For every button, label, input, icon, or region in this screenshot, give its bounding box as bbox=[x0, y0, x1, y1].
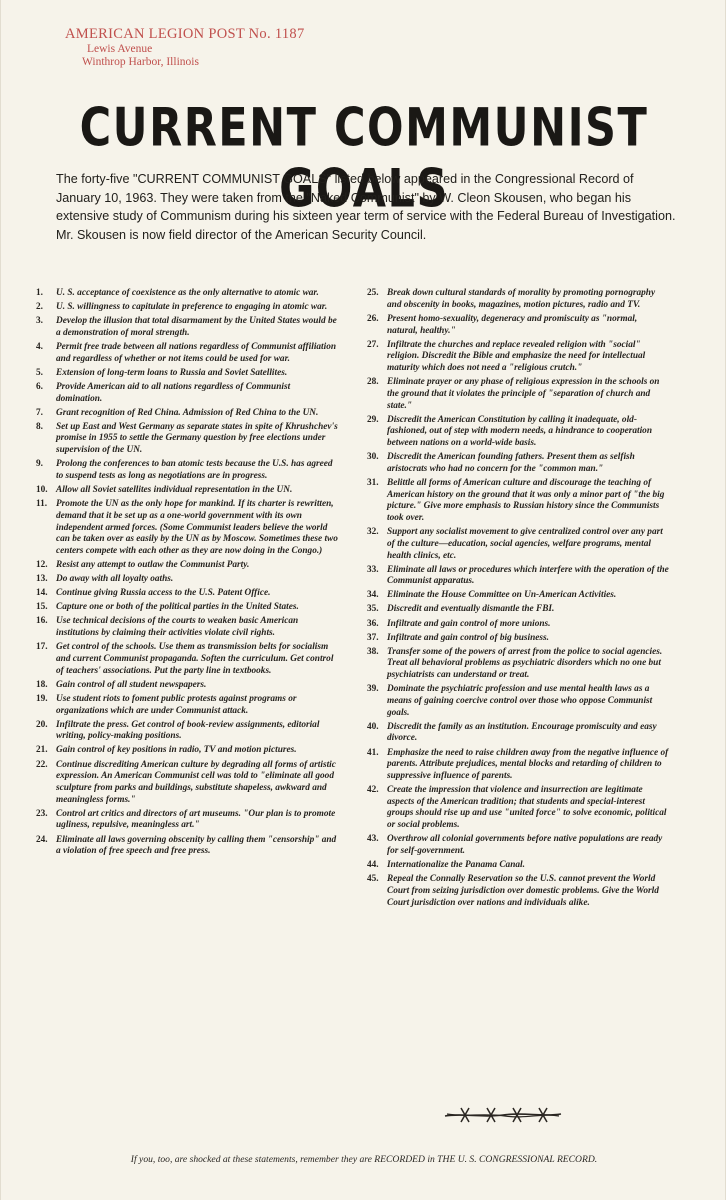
goal-text: Do away with all loyalty oaths. bbox=[56, 574, 174, 585]
goal-item bbox=[36, 368, 338, 380]
goal-number: 26. bbox=[367, 313, 379, 324]
goal-text: Belittle all forms of American culture and discourage the teaching of American history on the ground that it was only a minor part of "the big picture." Give more emphasis to Russian history since the Communists took over. bbox=[387, 477, 665, 523]
goal-number: 37. bbox=[367, 632, 379, 643]
goal-number: 7. bbox=[36, 407, 43, 418]
goal-number: 32. bbox=[367, 527, 379, 538]
goal-number: 28. bbox=[367, 377, 379, 388]
goal-item bbox=[367, 340, 669, 375]
goal-item bbox=[36, 302, 338, 314]
goal-text: Discredit the American Constitution by calling it inadequate, old-fashioned, out of step with modern needs, a hindrance to cooperation between nations on a world-wide basis. bbox=[387, 414, 652, 448]
goal-item bbox=[367, 452, 669, 475]
goal-item bbox=[36, 485, 338, 497]
goal-number: 6. bbox=[36, 381, 43, 392]
goal-text: Eliminate all laws or procedures which interfere with the operation of the Communist apparatus. bbox=[387, 564, 669, 587]
goal-text: Allow all Soviet satellites individual representation in the UN. bbox=[56, 485, 293, 496]
goal-number: 16. bbox=[36, 616, 48, 627]
goal-text: Set up East and West Germany as separate states in spite of Khrushchev's promise in 1955 to settle the Germany question by free elections under supervision of the UN. bbox=[56, 421, 338, 456]
goal-text: Repeal the Connally Reservation so the U.S. cannot prevent the World Court from seizing jurisdiction over domestic problems. Give the World Court jurisdiction over nations and individuals alike. bbox=[387, 874, 659, 908]
goal-number: 1. bbox=[36, 288, 43, 298]
goal-number: 9. bbox=[36, 459, 43, 470]
goal-text: Eliminate all laws governing obscenity by calling them "censorship" and a violation of free speech and free press. bbox=[56, 834, 337, 857]
goal-number: 31. bbox=[367, 477, 379, 488]
goal-item bbox=[36, 809, 338, 832]
goal-item bbox=[367, 590, 669, 602]
stamp-line-3: Winthrop Harbor, Illinois bbox=[82, 55, 199, 68]
document-title: CURRENT COMMUNIST GOALS bbox=[79, 98, 649, 220]
barbed-wire-divider-icon bbox=[443, 1105, 563, 1125]
goal-text: Internationalize the Panama Canal. bbox=[387, 860, 525, 871]
goal-number: 8. bbox=[36, 421, 43, 432]
goal-item bbox=[367, 748, 669, 783]
goal-item bbox=[367, 860, 669, 872]
goal-item bbox=[367, 647, 669, 682]
goal-item bbox=[367, 565, 669, 588]
goal-item bbox=[367, 314, 669, 337]
goal-item bbox=[367, 478, 669, 525]
goal-text: Use technical decisions of the courts to weaken basic American institutions by claiming their activities violate civil rights. bbox=[56, 616, 299, 639]
goal-number: 41. bbox=[367, 747, 379, 758]
goal-item bbox=[36, 835, 338, 858]
goal-text: U. S. acceptance of coexistence as the only alternative to atomic war. bbox=[56, 288, 319, 298]
goal-item bbox=[36, 720, 338, 743]
goal-item bbox=[36, 588, 338, 600]
goal-text: Discredit and eventually dismantle the FBI. bbox=[387, 604, 555, 615]
goal-number: 15. bbox=[36, 602, 48, 613]
goal-number: 17. bbox=[36, 642, 48, 653]
footer-note: If you, too, are shocked at these statements, remember they are RECORDED in THE U. S. CONGRESSIONAL RECORD. bbox=[130, 1154, 598, 1165]
goal-text: Overthrow all colonial governments before native populations are ready for self-government. bbox=[387, 834, 663, 856]
goal-number: 10. bbox=[36, 485, 48, 496]
goal-item bbox=[36, 342, 338, 365]
goal-text: Support any socialist movement to give centralized control over any part of the culture—education, social agencies, welfare programs, mental health clinics, etc. bbox=[387, 527, 663, 561]
goal-item bbox=[367, 834, 669, 857]
goal-text: Grant recognition of Red China. Admission of Red China to the UN. bbox=[56, 407, 319, 418]
goal-number: 29. bbox=[367, 414, 379, 425]
goal-text: Dominate the psychiatric profession and use mental health laws as a means of gaining coercive control over those who oppose Communist goals. bbox=[387, 684, 653, 718]
goal-text: Infiltrate and gain control of big business. bbox=[387, 632, 549, 643]
goal-item bbox=[367, 619, 669, 631]
goals-column-right bbox=[367, 288, 669, 912]
goal-item bbox=[36, 408, 338, 420]
return-address-stamp bbox=[65, 26, 325, 69]
goal-item bbox=[36, 422, 338, 457]
goal-text: Break down cultural standards of morality by promoting pornography and obscenity in books, magazines, motion pictures, radio and TV. bbox=[387, 288, 656, 310]
goal-item bbox=[36, 288, 338, 300]
goal-text: Continue giving Russia access to the U.S. Patent Office. bbox=[56, 588, 271, 599]
goal-number: 3. bbox=[36, 316, 43, 327]
goal-item bbox=[36, 316, 338, 339]
goal-item bbox=[367, 785, 669, 832]
goal-text: Develop the illusion that total disarmament by the United States would be a demonstration of moral strength. bbox=[56, 316, 337, 338]
goal-text: Eliminate the House Committee on Un-American Activities. bbox=[387, 590, 617, 601]
goal-number: 30. bbox=[367, 452, 379, 463]
goal-number: 11. bbox=[36, 499, 48, 510]
goal-item bbox=[367, 722, 669, 745]
goal-text: Use student riots to foment public protests against programs or organizations which are under Communist attack. bbox=[56, 693, 297, 716]
goal-number: 38. bbox=[367, 646, 379, 657]
goal-item bbox=[36, 382, 338, 405]
goal-item bbox=[367, 415, 669, 450]
goal-number: 27. bbox=[367, 339, 379, 350]
goal-text: Transfer some of the powers of arrest from the police to social agencies. Treat all behavioral problems as psychiatric disorders which no one but psychiatrists can understand or treat. bbox=[387, 646, 663, 681]
goal-number: 5. bbox=[36, 367, 43, 378]
goals-column-left bbox=[36, 288, 338, 860]
goal-item bbox=[36, 602, 338, 614]
goal-item bbox=[36, 745, 338, 757]
goal-item bbox=[36, 574, 338, 586]
goal-item bbox=[36, 642, 338, 677]
goal-number: 14. bbox=[36, 588, 48, 599]
goal-text: Get control of the schools. Use them as transmission belts for socialism and current Communist propaganda. Soften the curriculum. Get control of teachers' associations. Put the party line in textbooks. bbox=[56, 642, 334, 676]
goal-item bbox=[367, 604, 669, 616]
goal-number: 35. bbox=[367, 604, 379, 615]
goal-number: 23. bbox=[36, 808, 48, 819]
goal-text: Control art critics and directors of art museums. "Our plan is to promote ugliness, repulsive, meaningless art." bbox=[56, 808, 336, 831]
goal-number: 22. bbox=[36, 759, 48, 770]
goal-text: Gain control of all student newspapers. bbox=[56, 679, 207, 690]
goal-text: U. S. willingness to capitulate in preference to engaging in atomic war. bbox=[56, 302, 328, 313]
goal-item bbox=[367, 684, 669, 719]
goal-item bbox=[367, 288, 669, 311]
goal-text: Prolong the conferences to ban atomic tests because the U.S. has agreed to suspend tests as long as negotiations are in progress. bbox=[56, 459, 333, 481]
goal-text: Infiltrate the churches and replace revealed religion with "social" religion. Discredit the Bible and emphasize the need for intellectual maturity which does not need a "religious crutch." bbox=[387, 339, 646, 373]
goal-text: Emphasize the need to raise children away from the negative influence of parents. Attribute prejudices, mental blocks and retarding of children to suppressive influence of parents. bbox=[387, 747, 669, 781]
stamp-line-1: AMERICAN LEGION POST No. 1187 bbox=[65, 26, 305, 42]
goal-text: Create the impression that violence and insurrection are legitimate aspects of the American tradition; that students and special-interest groups should rise up and use "united force" to solve economic, political or social problems. bbox=[387, 785, 667, 831]
goal-text: Permit free trade between all nations regardless of Communist affiliation and regardless of whether or not items could be used for war. bbox=[56, 341, 337, 364]
goal-text: Capture one or both of the political parties in the United States. bbox=[56, 602, 299, 613]
goal-number: 33. bbox=[367, 564, 379, 575]
goal-item bbox=[367, 874, 669, 909]
goal-item bbox=[367, 633, 669, 645]
goal-number: 18. bbox=[36, 679, 48, 690]
goal-number: 40. bbox=[367, 721, 379, 732]
goal-number: 36. bbox=[367, 618, 379, 629]
goal-item bbox=[367, 527, 669, 562]
goal-text: Promote the UN as the only hope for mankind. If its charter is rewritten, demand that it be set up as a one-world government with its own independent armed forces. (Some Communist leaders believe the world can be taken over as easily by the UN as by Moscow. Sometimes these two centers compete with each other as they are now doing in the Congo.) bbox=[56, 499, 338, 556]
goal-text: Extension of long-term loans to Russia and Soviet Satellites. bbox=[56, 367, 288, 378]
goal-number: 24. bbox=[36, 834, 48, 845]
goal-number: 20. bbox=[36, 719, 48, 730]
goal-number: 19. bbox=[36, 693, 48, 704]
goal-text: Present homo-sexuality, degeneracy and promiscuity as "normal, natural, healthy." bbox=[387, 313, 638, 336]
goal-item bbox=[36, 760, 338, 807]
goal-text: Discredit the family as an institution. Encourage promiscuity and easy divorce. bbox=[387, 721, 657, 744]
goal-number: 44. bbox=[367, 860, 379, 871]
goal-number: 42. bbox=[367, 785, 379, 796]
goal-item bbox=[36, 499, 338, 558]
goal-number: 21. bbox=[36, 745, 48, 756]
goal-text: Provide American aid to all nations regardless of Communist domination. bbox=[56, 381, 291, 404]
goal-number: 2. bbox=[36, 302, 43, 313]
goal-text: Resist any attempt to outlaw the Communist Party. bbox=[56, 560, 250, 571]
goal-number: 4. bbox=[36, 341, 43, 352]
goal-text: Infiltrate and gain control of more unions. bbox=[387, 618, 551, 629]
goal-text: Discredit the American founding fathers. Present them as selfish aristocrats who had no concern for the "common man." bbox=[387, 452, 635, 474]
goal-text: Eliminate prayer or any phase of religious expression in the schools on the ground that it violates the principle of "separation of church and state." bbox=[387, 377, 660, 411]
goal-number: 45. bbox=[367, 874, 379, 885]
intro-paragraph: The forty-five "CURRENT COMMUNIST GOALS" listed below appeared in the Congressional Record of January 10, 1963. They were taken from the "Naked Communist" by W. Cleon Skousen, who began his extensive study of Communism during his sixteen year term of service with the Federal Bureau of Investigation. Mr. Skousen is now field director of the American Security Council. bbox=[56, 172, 676, 242]
goal-number: 34. bbox=[367, 590, 379, 601]
goal-item bbox=[36, 560, 338, 572]
goal-item bbox=[36, 616, 338, 639]
goal-item bbox=[367, 377, 669, 412]
goal-item bbox=[36, 680, 338, 692]
goal-number: 25. bbox=[367, 288, 379, 298]
stamp-line-2: Lewis Avenue bbox=[87, 42, 153, 55]
goal-item bbox=[36, 459, 338, 482]
goal-item bbox=[36, 694, 338, 717]
goal-text: Gain control of key positions in radio, TV and motion pictures. bbox=[56, 745, 297, 756]
goal-number: 13. bbox=[36, 574, 48, 585]
goal-text: Infiltrate the press. Get control of book-review assignments, editorial writing, policy-making positions. bbox=[56, 719, 320, 742]
goal-number: 43. bbox=[367, 834, 379, 845]
goal-text: Continue discrediting American culture by degrading all forms of artistic expression. An American Communist cell was told to "eliminate all good sculpture from parks and buildings, substitute shapeless, awkward and meaningless forms." bbox=[56, 759, 336, 805]
goal-number: 12. bbox=[36, 560, 48, 571]
goal-number: 39. bbox=[367, 684, 379, 695]
